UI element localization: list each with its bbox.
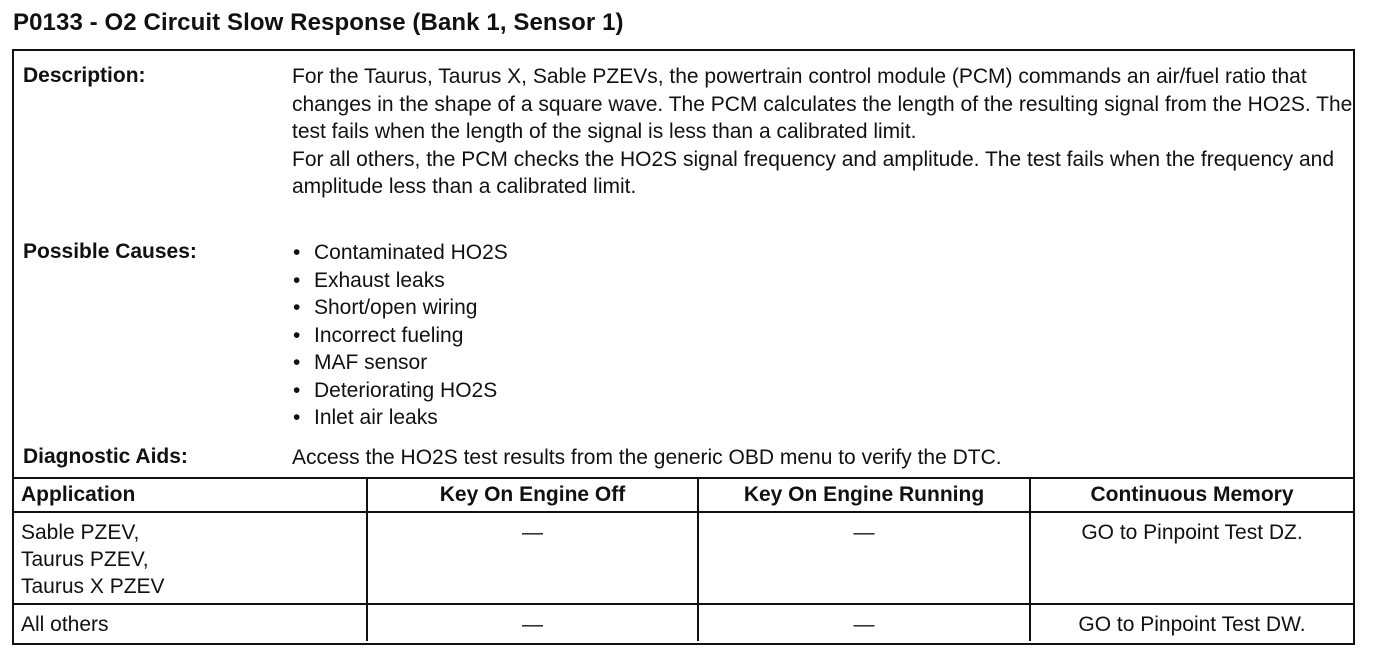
description-body	[292, 63, 1354, 201]
koeo-cell: —	[367, 604, 698, 641]
list-item: • MAF sensor	[292, 349, 1354, 377]
list-item: • Incorrect fueling	[292, 322, 1354, 350]
description-paragraph: For the Taurus, Taurus X, Sable PZEVs, the powertrain control module (PCM) commands an air/fuel ratio that changes in the shape of a square wave. The PCM calculates the length of the resulting signal from the HO2S. The test fails when the length of the signal is less than a calibrated limit.	[292, 65, 1353, 143]
application-line: All others	[21, 613, 109, 636]
diagnostic-aids-text: Access the HO2S test results from the generic OBD menu to verify the DTC.	[292, 446, 1002, 469]
application-line: Taurus PZEV,	[21, 548, 149, 571]
koer-cell: —	[698, 512, 1030, 604]
continuous-memory-cell: GO to Pinpoint Test DW.	[1030, 604, 1353, 641]
header-koer: Key On Engine Running	[698, 478, 1030, 512]
table-row	[14, 512, 1353, 604]
application-table	[14, 477, 1353, 641]
diagnostic-aids-label: Diagnostic Aids:	[23, 445, 188, 468]
header-application: Application	[14, 478, 367, 512]
header-koeo: Key On Engine Off	[367, 478, 698, 512]
list-item: • Short/open wiring	[292, 294, 1354, 322]
koeo-cell: —	[367, 512, 698, 604]
application-line: Taurus X PZEV	[21, 575, 165, 598]
causes-list	[292, 239, 1354, 432]
page-title: P0133 - O2 Circuit Slow Response (Bank 1, Sensor 1)	[13, 9, 624, 36]
possible-causes-label: Possible Causes:	[23, 240, 197, 263]
table-header-row	[14, 478, 1353, 512]
description-label: Description:	[23, 64, 146, 87]
list-item: • Inlet air leaks	[292, 404, 1354, 432]
application-line: Sable PZEV,	[21, 521, 140, 544]
table-row	[14, 604, 1353, 641]
list-item: • Deteriorating HO2S	[292, 377, 1354, 405]
dtc-info-frame	[12, 49, 1355, 645]
possible-causes-body	[292, 239, 1354, 432]
list-item: • Exhaust leaks	[292, 267, 1354, 295]
application-cell	[14, 512, 367, 604]
list-item: • Contaminated HO2S	[292, 239, 1354, 267]
description-paragraph: For all others, the PCM checks the HO2S signal frequency and amplitude. The test fails when the frequency and amplitude less than a calibrated limit.	[292, 147, 1335, 198]
application-cell	[14, 604, 367, 641]
continuous-memory-cell: GO to Pinpoint Test DZ.	[1030, 512, 1353, 604]
header-continuous-memory: Continuous Memory	[1030, 478, 1353, 512]
koer-cell: —	[698, 604, 1030, 641]
